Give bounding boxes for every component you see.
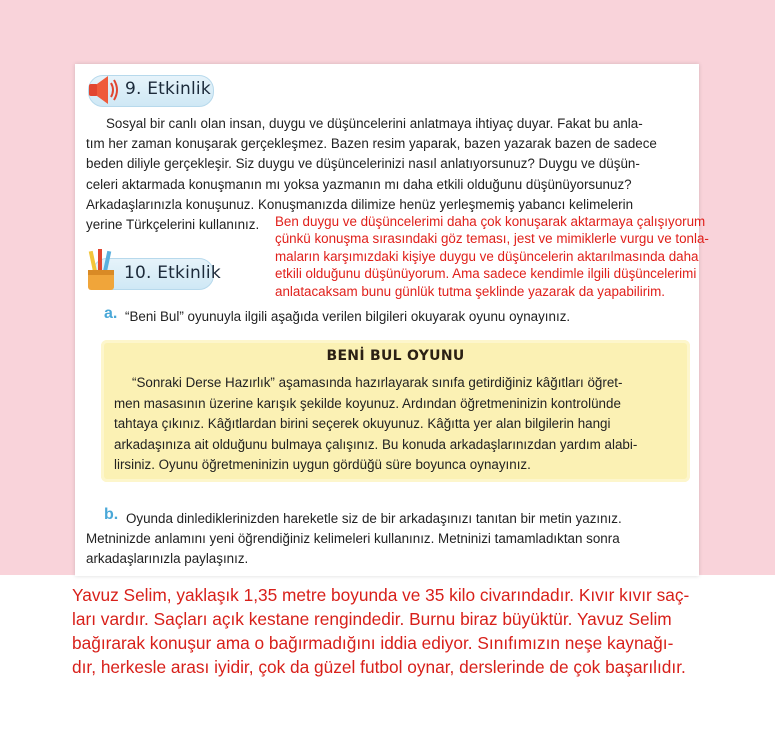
pencil-cup-icon — [84, 248, 118, 292]
box-line: men masasının üzerine karışık şekilde koyunuz. Ardından öğretmeninizin kontrolünde — [114, 395, 621, 411]
answer-line: çünkü konuşma sırasındaki göz teması, jest ve mimiklerle vurgu ve tonla- — [275, 231, 709, 247]
text-line: tım her zaman konuşarak gerçekleşmez. Bazen resim yaparak, bazen yazarak bazen de sadece — [86, 136, 657, 152]
speaker-icon — [84, 70, 124, 110]
text-line: celeri aktarmada konuşmanın mı yoksa yazmanın mı daha etkili olduğunu düşünüyorsunuz? — [86, 176, 632, 192]
item-letter-b: b. — [104, 506, 119, 523]
b-line: Metninizde anlamını yeni öğrendiğiniz kelimeleri kullanınız. Metninizi tamamladıktan sonra — [86, 531, 620, 547]
activity10-b-text — [86, 509, 696, 570]
box-text — [114, 373, 684, 476]
text-line: yerine Türkçelerini kullanınız. — [86, 217, 260, 233]
activity9-answer — [275, 213, 770, 300]
answer-b-line: bağırarak konuşur ama o bağırmadığını iddia ediyor. Sınıfımızın neşe kaynağı- — [72, 633, 674, 653]
text-line: beden diliyle gerçekleşir. Siz duygu ve düşüncelerinizi nasıl anlatıyorsunuz? Duygu ve düşün- — [86, 156, 640, 172]
box-line: arkadaşınıza ait olduğunu bulmaya çalışınız. Bu konuda arkadaşlarınızdan yardım alabi- — [114, 436, 638, 452]
box-line: lirsiniz. Oyunu öğretmeninizin uygun gördüğü süre boyunca oynayınız. — [114, 457, 531, 472]
answer-b-line: Yavuz Selim, yaklaşık 1,35 metre boyunda ve 35 kilo civarındadır. Kıvır kıvır saç- — [72, 585, 690, 605]
activity10-b-answer — [72, 583, 762, 679]
activity10-a-text: “Beni Bul” oyunuyla ilgili aşağıda verilen bilgileri okuyarak oyunu oynayınız. — [125, 309, 571, 324]
activity9-title: 9. Etkinlik — [125, 79, 211, 99]
box-title: BENİ BUL OYUNU — [326, 348, 465, 364]
answer-line: anlatacaksam bunu günlük tutma şeklinde yazarak da yapabilirim. — [275, 283, 666, 299]
text-line: Arkadaşlarınızla konuşunuz. Konuşmanızda dilimize henüz yerleşmemiş yabancı kelimelerin — [86, 196, 634, 212]
answer-b-line: ları vardır. Saçları açık kestane rengindedir. Burnu biraz büyüktür. Yavuz Selim — [72, 609, 672, 629]
b-line: Oyunda dinlediklerinizden hareketle siz de bir arkadaşınızı tanıtan bir metin yazınız. — [126, 511, 622, 526]
answer-line: etkili olduğunu düşünüyorum. Ama sadece kendimle ilgili düşüncelerimi — [275, 266, 697, 282]
activity10-title: 10. Etkinlik — [124, 263, 221, 283]
answer-line: maların karşımızdaki kişiye duygu ve düşüncelerin aktarılmasında daha — [275, 248, 699, 264]
text-line: Sosyal bir canlı olan insan, duygu ve düşüncelerini anlatmaya ihtiyaç duyar. Fakat bu anla- — [106, 116, 643, 131]
box-line: tahtaya çıkınız. Kâğıtlardan birini seçerek okuyunuz. Kâğıtta yer alan bilgilerin hangi — [114, 416, 611, 431]
answer-b-line: dır, herkesle arası iyidir, çok da güzel futbol oynar, derslerinde de çok başarılıdır. — [72, 657, 686, 677]
answer-line: Ben duygu ve düşüncelerimi daha çok konuşarak aktarmaya çalışıyorum — [275, 214, 706, 229]
box-line: “Sonraki Derse Hazırlık” aşamasında hazırlayarak sınıfa getirdiğiniz kâğıtları öğret- — [132, 375, 623, 390]
b-line: arkadaşlarınızla paylaşınız. — [86, 551, 249, 567]
item-letter-a: a. — [104, 305, 118, 322]
